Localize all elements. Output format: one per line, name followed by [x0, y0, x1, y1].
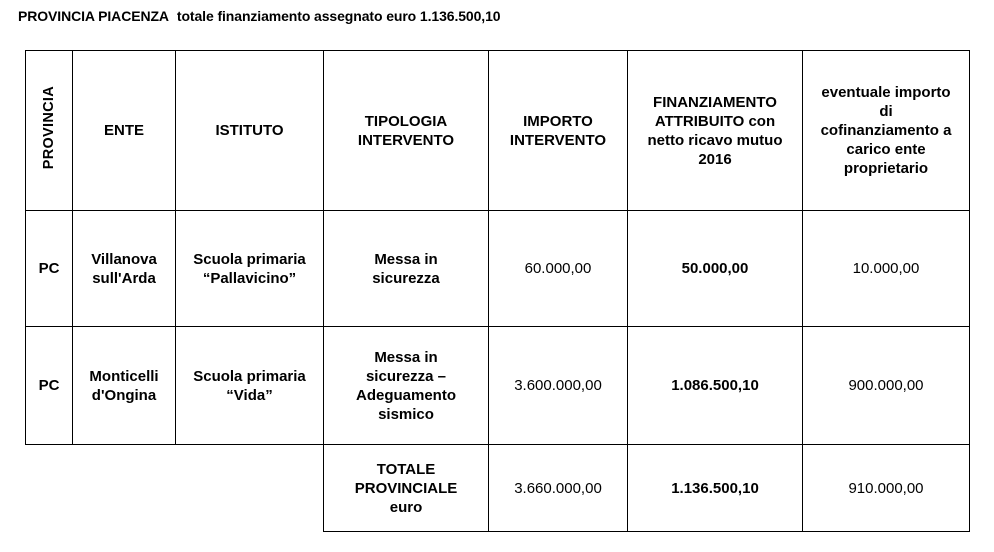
cell-provincia: PC [26, 211, 73, 327]
table-row [26, 327, 970, 445]
table-row [26, 211, 970, 327]
total-row-spacer [26, 445, 324, 532]
cell-cofinanziamento: 10.000,00 [803, 211, 970, 327]
header-importo: IMPORTO INTERVENTO [489, 51, 628, 211]
cell-ente: Monticelli d'Ongina [73, 327, 176, 445]
cell-istituto: Scuola primaria “Vida” [176, 327, 324, 445]
total-label: TOTALE PROVINCIALE euro [324, 445, 489, 532]
cell-provincia: PC [26, 327, 73, 445]
cell-finanziamento: 50.000,00 [628, 211, 803, 327]
cell-tipologia: Messa in sicurezza – Adeguamento sismico [324, 327, 489, 445]
cell-importo: 3.600.000,00 [489, 327, 628, 445]
funding-subtitle: totale finanziamento assegnato euro 1.136.500,10 [176, 8, 501, 24]
header-tipologia: TIPOLOGIA INTERVENTO [324, 51, 489, 211]
document-heading [18, 8, 500, 24]
header-cofinanziamento: eventuale importo di cofinanziamento a carico ente proprietario [803, 51, 970, 211]
total-importo: 3.660.000,00 [489, 445, 628, 532]
funding-table [25, 50, 970, 532]
cell-tipologia: Messa in sicurezza [324, 211, 489, 327]
cell-ente: Villanova sull'Arda [73, 211, 176, 327]
cell-importo: 60.000,00 [489, 211, 628, 327]
total-finanziamento: 1.136.500,10 [628, 445, 803, 532]
province-title: PROVINCIA PIACENZA [18, 8, 169, 24]
cell-finanziamento: 1.086.500,10 [628, 327, 803, 445]
cell-istituto: Scuola primaria “Pallavicino” [176, 211, 324, 327]
header-istituto: ISTITUTO [176, 51, 324, 211]
header-provincia: PROVINCIA [26, 51, 73, 211]
total-cofinanziamento: 910.000,00 [803, 445, 970, 532]
cell-cofinanziamento: 900.000,00 [803, 327, 970, 445]
table-header-row [26, 51, 970, 211]
header-ente: ENTE [73, 51, 176, 211]
header-finanziamento: FINANZIAMENTO ATTRIBUITO con netto ricavo mutuo 2016 [628, 51, 803, 211]
total-row [26, 445, 970, 532]
